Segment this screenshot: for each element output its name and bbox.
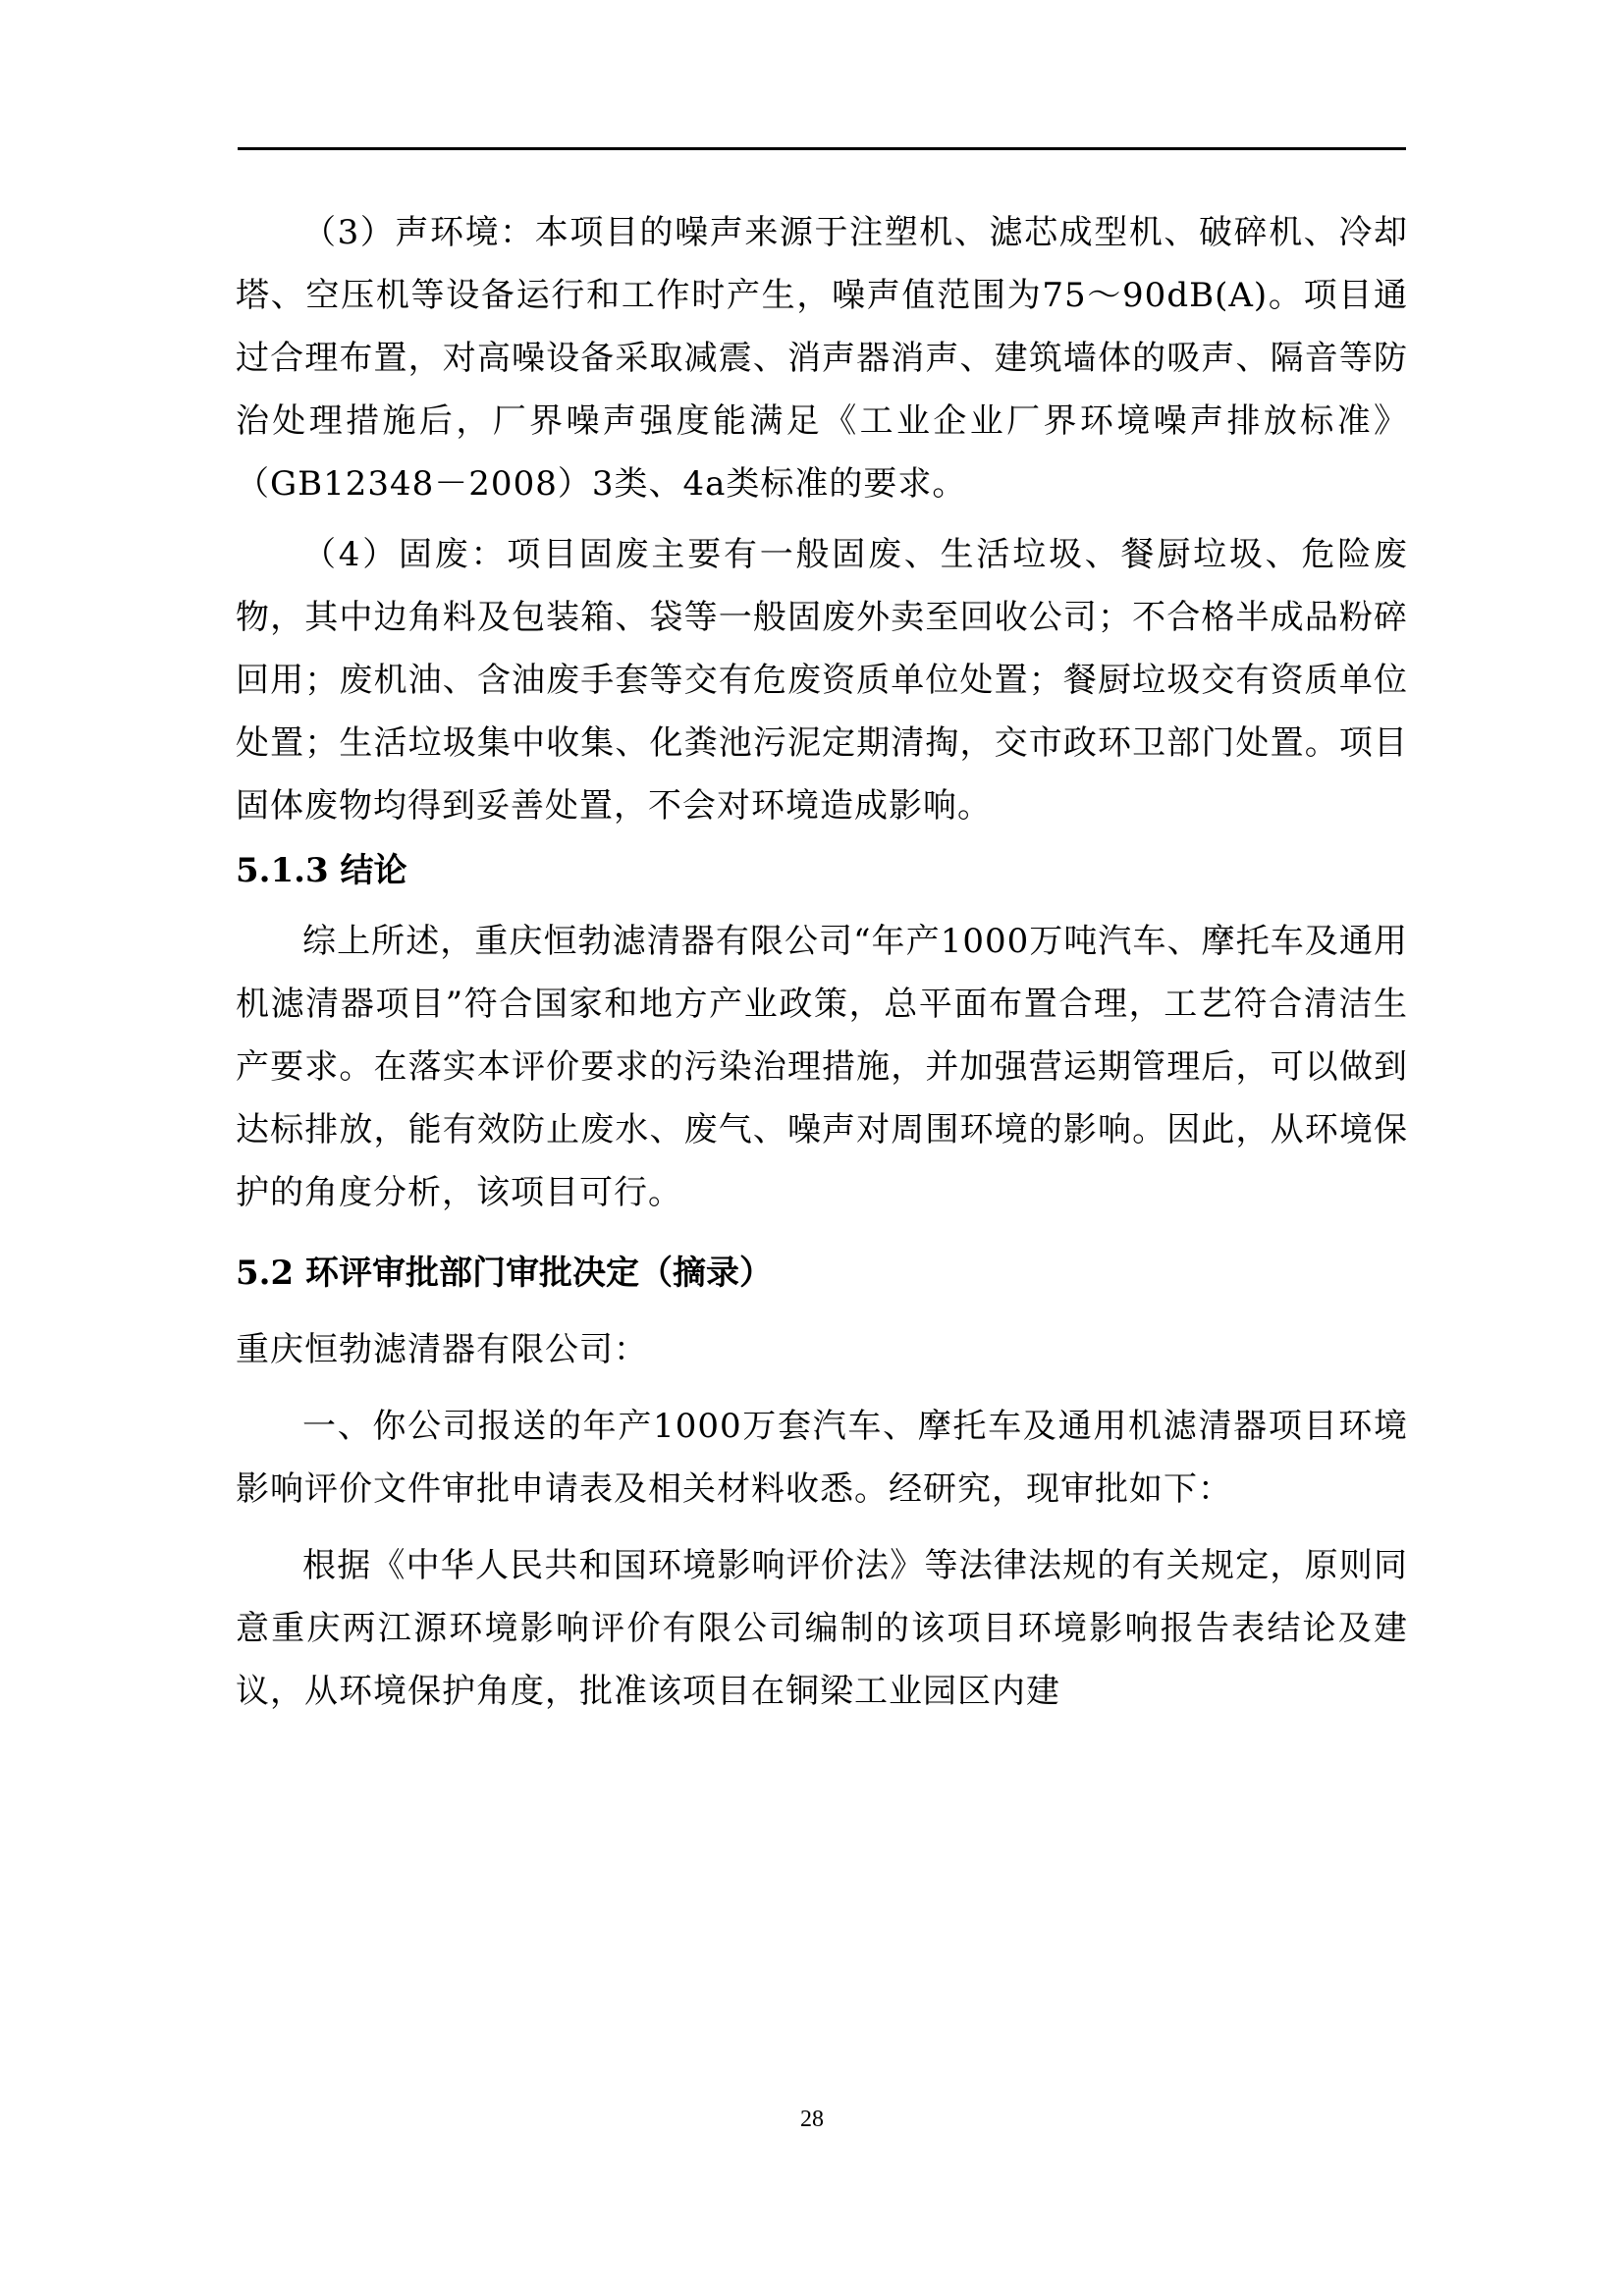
paragraph-noise-environment: （3）声环境：本项目的噪声来源于注塑机、滤芯成型机、破碎机、冷却塔、空压机等设备运行和工作时产生，噪声值范围为75～90dB(A)。项目通过合理布置，对高噪设备采取减震、消声器消声、建筑墙体的吸声、隔音等防治处理措施后，厂界噪声强度能满足《工业企业厂界环境噪声排放标准》（GB12348－2008）3类、4a类标准的要求。 xyxy=(236,213,1408,504)
paragraph-conclusion: 综上所述，重庆恒勃滤清器有限公司“年产1000万吨汽车、摩托车及通用机滤清器项目”符合国家和地方产业政策，总平面布置合理，工艺符合清洁生产要求。在落实本评价要求的污染治理措施，并加强营运期管理后，可以做到达标排放，能有效防止废水、废气、噪声对周围环境的影响。因此，从环境保护的角度分析，该项目可行。 xyxy=(236,922,1408,1212)
page-number: 28 xyxy=(800,2107,824,2132)
paragraph-solid-waste: （4）固废：项目固废主要有一般固废、生活垃圾、餐厨垃圾、危险废物，其中边角料及包装箱、袋等一般固废外卖至回收公司；不合格半成品粉碎回用；废机油、含油废手套等交有危废资质单位处置；餐厨垃圾交有资质单位处置；生活垃圾集中收集、化粪池污泥定期清掏，交市政环卫部门处置。项目固体废物均得到妥善处置，不会对环境造成影响。 xyxy=(236,535,1408,826)
paragraph-addressee: 重庆恒勃滤清器有限公司： xyxy=(236,1330,648,1369)
paragraph-approval-basis: 根据《中华人民共和国环境影响评价法》等法律法规的有关规定，原则同意重庆两江源环境影响评价有限公司编制的该项目环境影响报告表结论及建议，从环境保护角度，批准该项目在铜梁工业园区内建 xyxy=(236,1546,1408,1711)
document-body xyxy=(236,201,1408,1723)
section-heading-5-1-3: 5.1.3 结论 xyxy=(236,851,407,890)
paragraph-approval-intro: 一、你公司报送的年产1000万套汽车、摩托车及通用机滤清器项目环境影响评价文件审批申请表及相关材料收悉。经研究，现审批如下： xyxy=(236,1407,1408,1509)
header-rule xyxy=(238,147,1406,150)
section-heading-5-2: 5.2 环评审批部门审批决定（摘录） xyxy=(236,1254,773,1293)
